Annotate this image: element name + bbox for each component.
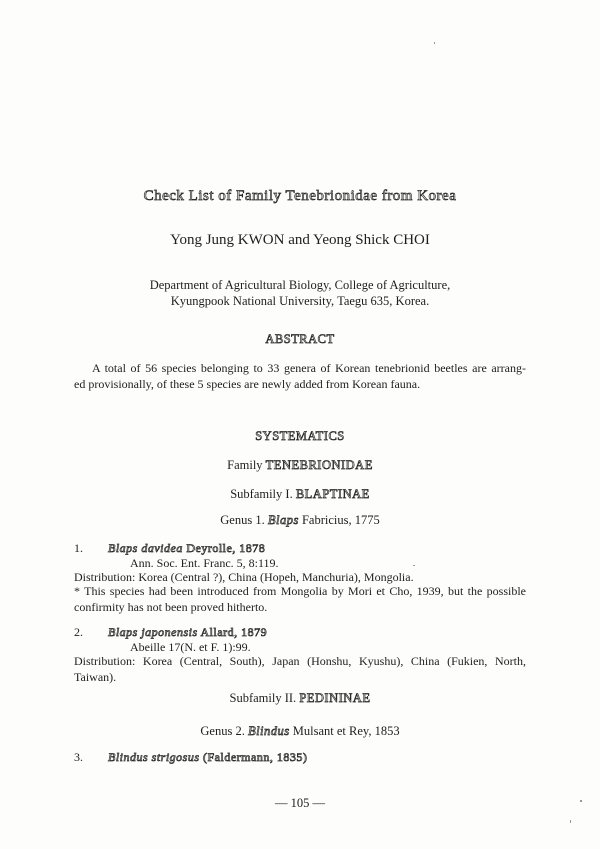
genus-2-heading bbox=[0, 724, 600, 739]
authors: Yong Jung KWON and Yeong Shick CHOI bbox=[170, 232, 430, 248]
family-heading bbox=[0, 458, 600, 473]
entry-number: 3. bbox=[74, 750, 83, 764]
family-name: TENEBRIONIDAE bbox=[265, 458, 373, 472]
species-entry-3 bbox=[74, 750, 307, 765]
genus-1-heading bbox=[0, 513, 600, 528]
reference-2: Abeille 17(N. et F. 1):99. bbox=[130, 640, 251, 654]
scan-speck bbox=[434, 42, 435, 44]
subfamily-2-prefix: Subfamily II. bbox=[229, 691, 300, 705]
subfamily-2-heading bbox=[0, 691, 600, 706]
genus-2-name: Blindus bbox=[247, 724, 290, 738]
genus-1-name: Blaps bbox=[267, 513, 299, 527]
scan-speck bbox=[570, 820, 571, 823]
subfamily-1-prefix: Subfamily I. bbox=[230, 487, 296, 501]
distribution-2: Distribution: Korea (Central, South), Japan (Honshu, Kyushu), China (Fukien, North, Taiwan). bbox=[74, 654, 526, 684]
species-name: Blaps davidea bbox=[108, 541, 183, 555]
genus-2-author: Mulsant et Rey, 1853 bbox=[289, 724, 400, 738]
entry-number: 1. bbox=[74, 541, 83, 555]
species-author: Allard, 1879 bbox=[197, 625, 268, 639]
scan-speck bbox=[580, 800, 582, 802]
affiliation-line-2: Kyungpook National University, Taegu 635, Korea. bbox=[170, 294, 430, 308]
species-name: Blindus strigosus bbox=[108, 750, 200, 764]
abstract-line-2: ed provisionally, of these 5 species are newly added from Korean fauna. bbox=[74, 377, 421, 391]
paper-title: Check List of Family Tenebrionidae from Korea bbox=[143, 188, 457, 204]
reference-1: Ann. Soc. Ent. Franc. 5, 8:119. bbox=[130, 556, 279, 570]
abstract-text bbox=[74, 360, 526, 392]
family-prefix: Family bbox=[227, 458, 266, 472]
subfamily-1-heading bbox=[0, 487, 600, 502]
genus-2-prefix: Genus 2. bbox=[200, 724, 248, 738]
species-entry-2 bbox=[74, 625, 267, 640]
species-entry-1 bbox=[74, 541, 265, 556]
abstract-heading: ABSTRACT bbox=[265, 332, 335, 346]
subfamily-2-name: PEDININAE bbox=[299, 691, 371, 705]
affiliation-line-1: Department of Agricultural Biology, College of Agriculture, bbox=[149, 278, 451, 292]
scan-speck bbox=[413, 565, 415, 566]
affiliation bbox=[0, 277, 600, 309]
species-author: Deyrolle, 1878 bbox=[182, 541, 266, 555]
page-number: — 105 — bbox=[275, 796, 325, 810]
distribution-1: Distribution: Korea (Central ?), China (Hopeh, Manchuria), Mongolia. bbox=[74, 570, 414, 584]
subfamily-1-name: BLAPTINAE bbox=[295, 487, 370, 501]
note-1: * This species had been introduced from Mongolia by Mori et Cho, 1939, but the possible confirmity has not been proved hitherto. bbox=[74, 584, 526, 614]
entry-number: 2. bbox=[74, 625, 83, 639]
species-author: (Faldermann, 1835) bbox=[199, 750, 308, 764]
genus-1-author: Fabricius, 1775 bbox=[298, 513, 380, 527]
systematics-heading: SYSTEMATICS bbox=[255, 429, 345, 443]
genus-1-prefix: Genus 1. bbox=[220, 513, 268, 527]
abstract-line-1: A total of 56 species belonging to 33 genera of Korean tenebrionid beetles are arrang- bbox=[92, 361, 526, 375]
species-name: Blaps japonensis bbox=[108, 625, 198, 639]
